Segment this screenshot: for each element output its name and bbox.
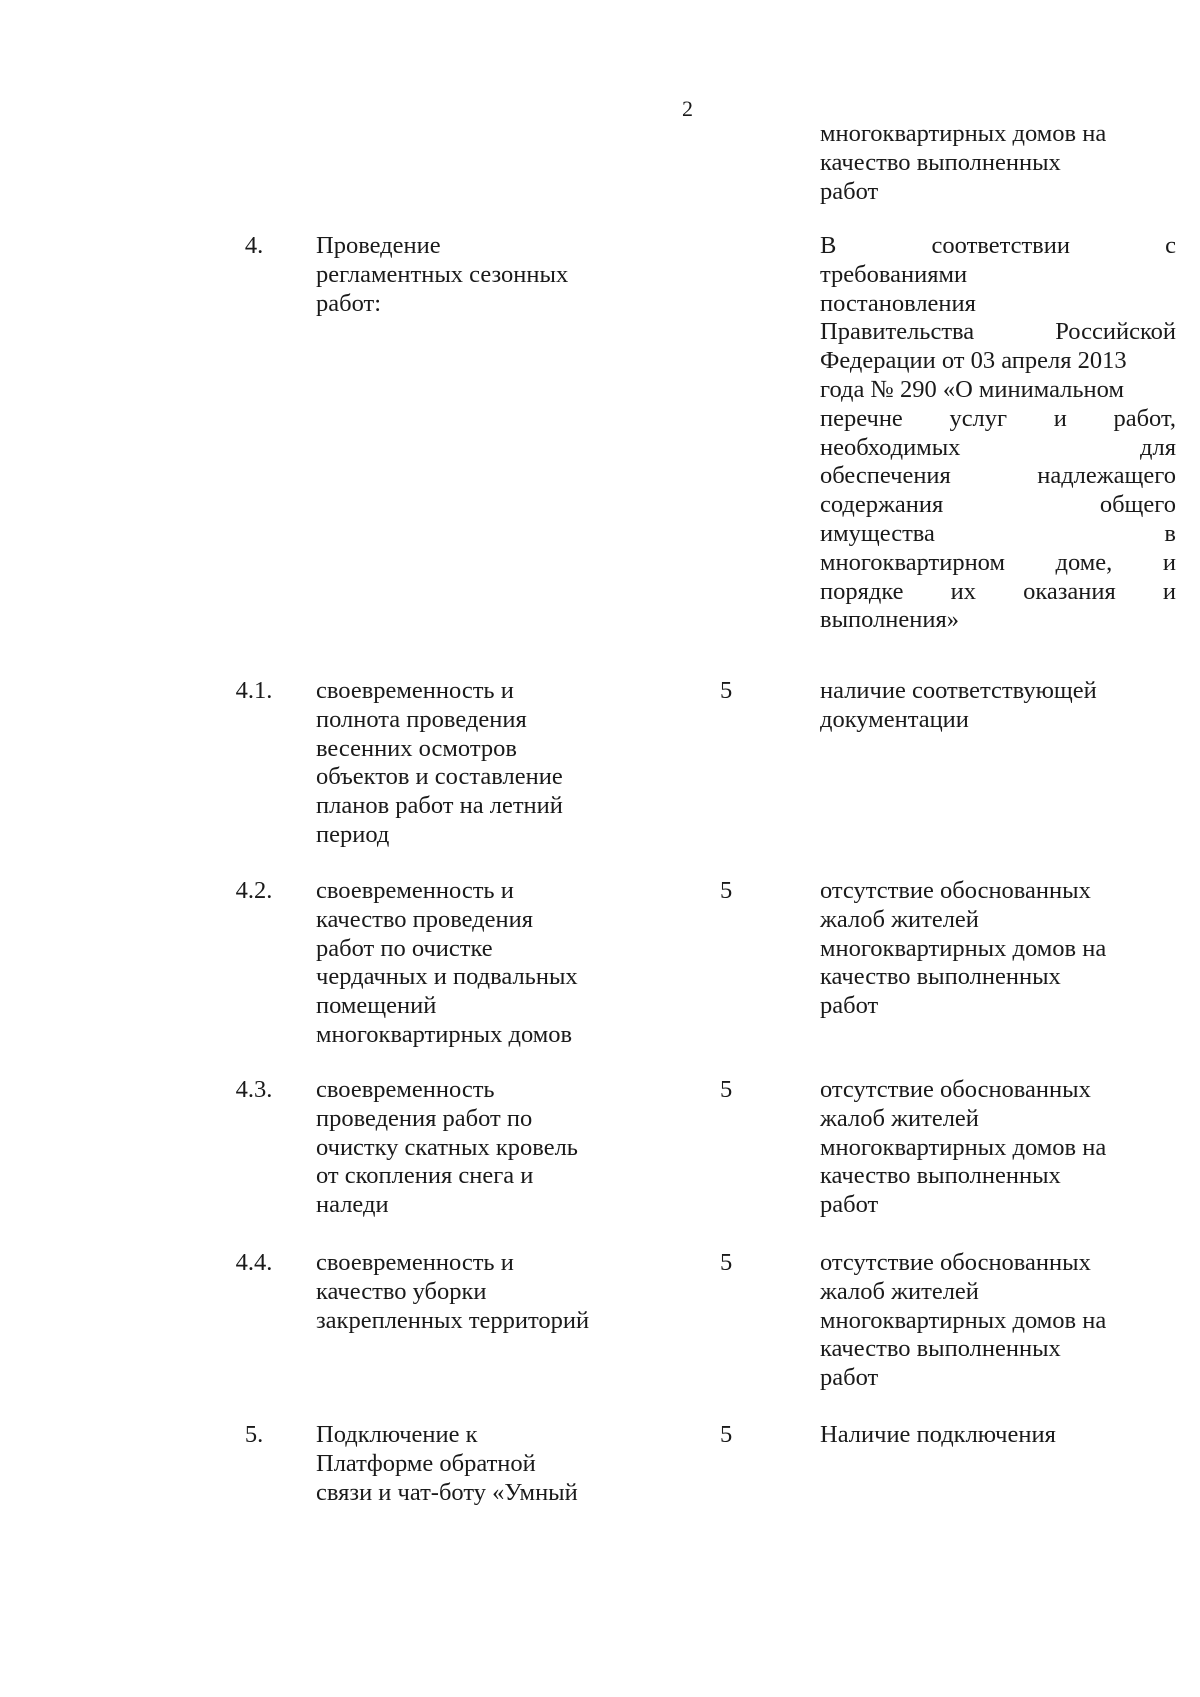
criteria-line: [820, 232, 1176, 261]
word: выполнения»: [820, 606, 960, 634]
row-criteria: [820, 1249, 1176, 1393]
criteria-line: [820, 434, 1176, 463]
description-line: проведения работ по: [316, 1104, 533, 1132]
criteria-line: многоквартирных домов на: [820, 1133, 1107, 1161]
word: и: [1053, 404, 1067, 432]
row-criteria: [820, 232, 1176, 635]
row-number: 4.1.: [235, 677, 273, 704]
word: с: [1165, 232, 1176, 259]
description-line: Подключение к: [316, 1421, 478, 1448]
criteria-line: работ: [820, 1191, 879, 1219]
row-criteria: [820, 1076, 1176, 1220]
criteria-line: качество выполненных: [820, 1335, 1061, 1363]
description-line: планов работ на летний: [316, 792, 563, 820]
row-description: [316, 232, 656, 318]
criteria-line: многоквартирных домов на: [820, 1306, 1107, 1334]
row-number: 5.: [244, 1421, 264, 1448]
criteria-line: жалоб жителей: [820, 1277, 979, 1305]
word: порядке: [820, 577, 904, 605]
description-line: своевременность и: [316, 877, 514, 904]
criteria-line: жалоб жителей: [820, 1104, 979, 1132]
criteria-line: [820, 376, 1176, 405]
row-description: [316, 1076, 656, 1220]
word: услуг: [949, 404, 1008, 432]
word: и: [1162, 577, 1176, 605]
criteria-line: [820, 405, 1176, 434]
row-score: 5: [720, 877, 733, 904]
row-criteria: [820, 877, 1176, 1021]
description-line: качество уборки: [316, 1277, 487, 1305]
description-line: работ по очистке: [316, 934, 493, 962]
page-number: 2: [682, 96, 693, 121]
description-line: связи и чат-боту «Умный: [316, 1478, 578, 1506]
criteria-line: жалоб жителей: [820, 905, 979, 933]
word: В: [820, 232, 837, 259]
row-number: 4.: [244, 232, 264, 259]
description-line: чердачных и подвальных: [316, 963, 578, 991]
word: содержания: [820, 491, 944, 519]
criteria-line: работ: [820, 177, 879, 205]
criteria-line: [820, 290, 1176, 319]
row-description: [316, 1249, 656, 1335]
word: многоквартирном: [820, 548, 1005, 576]
word: и: [1162, 548, 1176, 576]
criteria-line: [820, 261, 1176, 290]
row-score: 5: [720, 1249, 733, 1276]
criteria-line: Наличие подключения: [820, 1421, 1056, 1448]
row-number: 4.4.: [235, 1249, 273, 1276]
row-score: 5: [720, 677, 733, 704]
row-number: 4.2.: [235, 877, 273, 904]
description-line: период: [316, 820, 390, 848]
criteria-line: [820, 549, 1176, 578]
criteria-line: отсутствие обоснованных: [820, 877, 1091, 904]
description-line: качество проведения: [316, 905, 534, 933]
word: обеспечения: [820, 462, 951, 490]
word: доме,: [1055, 548, 1113, 576]
criteria-line: отсутствие обоснованных: [820, 1076, 1091, 1103]
criteria-line: [820, 347, 1176, 376]
criteria-line: качество выполненных: [820, 1162, 1061, 1190]
criteria-line: [820, 491, 1176, 520]
criteria-line: многоквартирных домов на: [820, 120, 1107, 147]
word: работ,: [1113, 404, 1176, 432]
word: требованиями: [820, 260, 968, 288]
word: для: [1140, 433, 1176, 461]
description-line: закрепленных территорий: [316, 1306, 590, 1334]
description-line: объектов и составление: [316, 763, 563, 791]
description-line: своевременность и: [316, 1249, 514, 1276]
description-line: Проведение: [316, 232, 441, 259]
word: года № 290 «О минимальном: [820, 375, 1124, 403]
description-line: регламентных сезонных: [316, 260, 569, 288]
row-criteria: [820, 1421, 1176, 1450]
description-line: работ:: [316, 289, 382, 317]
criteria-line: [820, 578, 1176, 607]
continued-criteria: [820, 120, 1180, 206]
criteria-line: качество выполненных: [820, 148, 1061, 176]
word: в: [1164, 519, 1176, 547]
word: Правительства: [820, 318, 975, 346]
criteria-line: многоквартирных домов на: [820, 934, 1107, 962]
word: необходимых: [820, 433, 961, 461]
word: постановления: [820, 289, 976, 317]
word: общего: [1099, 491, 1176, 519]
criteria-line: отсутствие обоснованных: [820, 1249, 1091, 1276]
word: оказания: [1023, 577, 1116, 605]
description-line: своевременность и: [316, 677, 514, 704]
row-score: 5: [720, 1421, 733, 1448]
word: соответствии: [931, 232, 1070, 259]
description-line: многоквартирных домов: [316, 1020, 573, 1048]
description-line: от скопления снега и: [316, 1162, 534, 1190]
criteria-line: [820, 520, 1176, 549]
word: Федерации от 03 апреля 2013: [820, 347, 1127, 375]
row-description: [316, 877, 656, 1050]
word: Российской: [1055, 318, 1176, 346]
criteria-line: качество выполненных: [820, 963, 1061, 991]
row-number: 4.3.: [235, 1076, 273, 1103]
description-line: очистку скатных кровель: [316, 1133, 578, 1161]
criteria-line: [820, 318, 1176, 347]
row-score: 5: [720, 1076, 733, 1103]
criteria-line: работ: [820, 992, 879, 1020]
word: надлежащего: [1037, 462, 1176, 490]
word: их: [950, 577, 976, 605]
criteria-line: [820, 606, 1176, 635]
criteria-line: [820, 462, 1176, 491]
criteria-line: наличие соответствующей: [820, 677, 1097, 704]
row-description: [316, 677, 656, 850]
criteria-line: работ: [820, 1364, 879, 1392]
description-line: Платформе обратной: [316, 1449, 536, 1477]
row-criteria: [820, 677, 1176, 735]
word: имущества: [820, 519, 935, 547]
row-description: [316, 1421, 656, 1507]
description-line: своевременность: [316, 1076, 495, 1103]
description-line: наледи: [316, 1191, 389, 1219]
description-line: весенних осмотров: [316, 734, 517, 762]
criteria-line: документации: [820, 705, 969, 733]
word: перечне: [820, 404, 903, 432]
description-line: помещений: [316, 992, 437, 1020]
description-line: полнота проведения: [316, 705, 527, 733]
